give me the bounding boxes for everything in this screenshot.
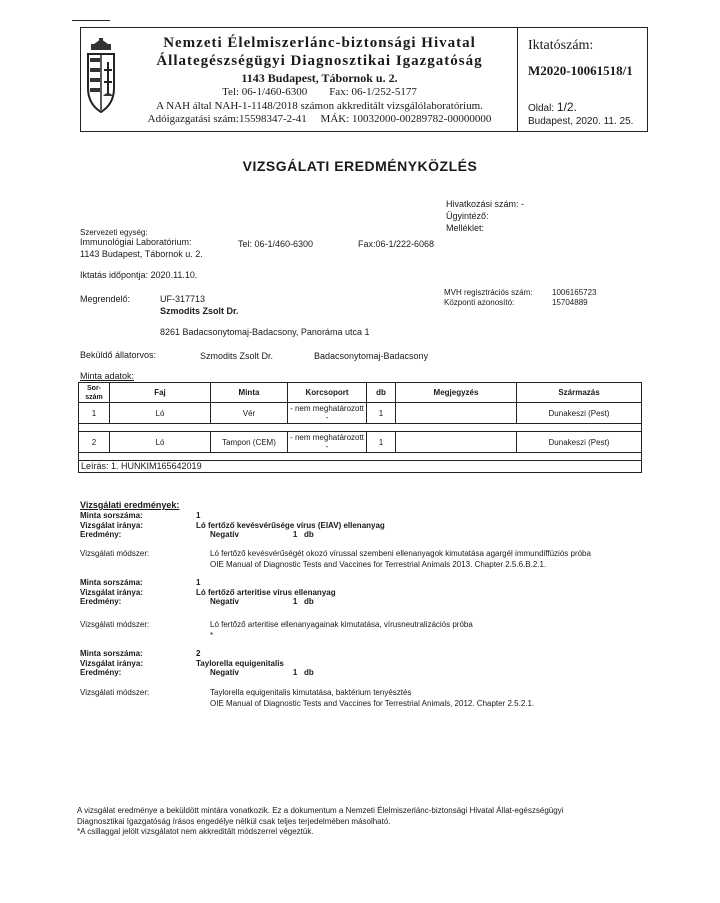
test-direction: Ló fertőző kevésvérűsége vírus (EIAV) ellenanyag bbox=[196, 520, 385, 530]
mvh-labels bbox=[444, 288, 532, 308]
page-indicator bbox=[528, 100, 577, 114]
sample-no: 2 bbox=[196, 649, 201, 658]
vet-place: Badacsonytomaj-Badacsony bbox=[314, 351, 429, 361]
result-labels-2 bbox=[80, 578, 143, 607]
vet-name: Szmodits Zsolt Dr. bbox=[200, 351, 274, 361]
org-directorate: Állategészségügyi Diagnosztikai Igazgatóság bbox=[156, 53, 483, 69]
result-line bbox=[196, 668, 314, 678]
header-divider bbox=[517, 27, 518, 131]
sample-no: 1 bbox=[196, 511, 201, 520]
result-label: Eredmény: bbox=[80, 530, 122, 539]
sample-no-label: Minta sorszáma: bbox=[80, 649, 143, 658]
result-values-2 bbox=[196, 578, 336, 607]
result-value: Negatív bbox=[210, 530, 239, 539]
test-direction: Taylorella equigenitalis bbox=[196, 658, 284, 668]
registration-date: Iktatás időpontja: 2020.11.10. bbox=[80, 270, 198, 280]
header-count: db bbox=[367, 383, 396, 403]
row-no: 1 bbox=[79, 403, 110, 424]
unit-block bbox=[80, 236, 203, 260]
customer-name: Szmodits Zsolt Dr. bbox=[160, 306, 239, 316]
result-count: 1 db bbox=[292, 530, 314, 539]
org-name: Nemzeti Élelmiszerlánc-biztonsági Hivatal bbox=[163, 35, 476, 51]
result-labels-1 bbox=[80, 511, 143, 540]
row-sample: Vér bbox=[211, 403, 288, 424]
header-no: Sor-szám bbox=[79, 383, 110, 403]
result-label: Eredmény: bbox=[80, 597, 122, 606]
direction-label: Vizsgálat iránya: bbox=[80, 520, 143, 530]
page-title: VIZSGÁLATI EREDMÉNYKÖZLÉS bbox=[242, 158, 478, 174]
vet-label: Beküldő állatorvos: bbox=[80, 350, 157, 360]
customer-id: UF-317713 bbox=[160, 294, 206, 304]
mvh-label: MVH regisztrációs szám: bbox=[444, 288, 533, 297]
page-value: 1/2. bbox=[556, 100, 577, 114]
sample-no-label: Minta sorszáma: bbox=[80, 511, 143, 520]
table-spacer-row bbox=[79, 453, 642, 461]
samples-title: Minta adatok: bbox=[80, 371, 135, 381]
samples-table bbox=[78, 382, 642, 473]
spacer-cell bbox=[79, 424, 642, 432]
unit-label: Szervezeti egység: bbox=[80, 228, 148, 237]
header-sample: Minta bbox=[211, 383, 288, 403]
row-count: 1 bbox=[367, 403, 396, 424]
references bbox=[446, 198, 524, 234]
ref-melleklet: Melléklet: bbox=[446, 223, 485, 233]
method-3 bbox=[210, 688, 534, 709]
reg-number: M2020-10061518/1 bbox=[528, 63, 633, 78]
header-species: Faj bbox=[110, 383, 211, 403]
result-value: Negatív bbox=[210, 597, 239, 606]
org-phone-fax: Tel: 06-1/460-6300 Fax: 06-1/252-5177 bbox=[222, 86, 417, 98]
result-values-3 bbox=[196, 649, 314, 678]
method-description: Ló fertőző kevésvérűségét okozó vírussal szembeni ellenanyagok kimutatása agargél immundiffúziós próba bbox=[210, 549, 591, 558]
method-label-1: Vizsgálati módszer: bbox=[80, 549, 150, 558]
row-species: Ló bbox=[110, 432, 211, 453]
row-sample: Tampon (CEM) bbox=[211, 432, 288, 453]
sample-description: Leírás: 1. HUNKIM165642019 bbox=[79, 461, 642, 473]
header-age-group: Korcsoport bbox=[288, 383, 367, 403]
mvh-value: 1006165723 bbox=[552, 288, 597, 297]
samples-header-row bbox=[79, 383, 642, 403]
footer-line-1: A vizsgálat eredménye a beküldött mintára vonatkozik. Ez a dokumentum a Nemzeti Élelmiszerlánc-biztonsági Hivatal Állat-egészségügyi bbox=[77, 806, 564, 815]
ref-ugyintezo: Ügyintéző: bbox=[446, 211, 489, 221]
method-reference: OIE Manual of Diagnostic Tests and Vaccines for Terrestrial Animals 2013. Chapter 2.5.6.B.2.1. bbox=[210, 559, 547, 569]
footer-line-2: Diagnosztikai Igazgatóság írásos engedélye nélkül csak teljes terjedelmében másolható. bbox=[77, 816, 391, 826]
org-address: 1143 Budapest, Tábornok u. 2. bbox=[241, 71, 398, 85]
unit-tel: Tel: 06-1/460-6300 bbox=[238, 239, 314, 249]
header-origin: Származás bbox=[517, 383, 642, 403]
top-stroke bbox=[72, 20, 110, 21]
table-spacer-row bbox=[79, 424, 642, 432]
central-id-label: Központi azonosító: bbox=[444, 298, 515, 307]
ref-hivatkozasi: Hivatkozási szám: - bbox=[446, 199, 525, 209]
customer-address: 8261 Badacsonytomaj-Badacsony, Panoráma utca 1 bbox=[160, 327, 370, 337]
result-labels-3 bbox=[80, 649, 143, 678]
method-description: Ló fertőző arteritise ellenanyagainak kimutatása, vírusneutralizációs próba bbox=[210, 620, 473, 629]
result-line bbox=[196, 597, 336, 607]
sample-no-label: Minta sorszáma: bbox=[80, 578, 143, 587]
table-row bbox=[79, 432, 642, 453]
row-age-group: - nem meghatározott - bbox=[288, 403, 367, 424]
unit-fax: Fax:06-1/222-6068 bbox=[358, 239, 435, 249]
method-label-3: Vizsgálati módszer: bbox=[80, 688, 150, 697]
description-row bbox=[79, 461, 642, 473]
tax-bank-text: Adóigazgatási szám:15598347-2-41 MÁK: 10032000-00289782-00000000 bbox=[147, 113, 492, 125]
reg-label: Iktatószám: bbox=[528, 38, 594, 53]
footer-line-3: *A csillaggal jelölt vizsgálatot nem akkreditált módszerrel végeztük. bbox=[77, 827, 314, 836]
result-count: 1 db bbox=[292, 597, 314, 606]
row-age-group: - nem meghatározott - bbox=[288, 432, 367, 453]
mvh-values bbox=[552, 288, 597, 308]
customer-label: Megrendelő: bbox=[80, 294, 131, 304]
results-title: Vizsgálati eredmények: bbox=[80, 500, 180, 510]
sample-no: 1 bbox=[196, 578, 201, 587]
central-id-value: 15704889 bbox=[552, 298, 588, 307]
method-1 bbox=[210, 549, 591, 570]
result-label: Eredmény: bbox=[80, 668, 122, 677]
unit-name: Immunológiai Laboratórium: bbox=[80, 237, 192, 247]
result-values-1 bbox=[196, 511, 385, 540]
method-2 bbox=[210, 620, 473, 641]
result-count: 1 db bbox=[292, 668, 314, 677]
row-origin: Dunakeszi (Pest) bbox=[517, 403, 642, 424]
page-label: Oldal: bbox=[528, 103, 555, 114]
row-no: 2 bbox=[79, 432, 110, 453]
row-note bbox=[396, 403, 517, 424]
row-origin: Dunakeszi (Pest) bbox=[517, 432, 642, 453]
place-date: Budapest, 2020. 11. 25. bbox=[528, 116, 634, 127]
header-note: Megjegyzés bbox=[396, 383, 517, 403]
row-count: 1 bbox=[367, 432, 396, 453]
result-line bbox=[196, 530, 385, 540]
direction-label: Vizsgálat iránya: bbox=[80, 587, 143, 597]
accreditation-text: A NAH által NAH-1-1148/2018 számon akkreditált vizsgálólaboratórium. bbox=[156, 100, 483, 112]
footer-note bbox=[77, 806, 677, 838]
method-description: Taylorella equigenitalis kimutatása, baktérium tenyésztés bbox=[210, 688, 412, 697]
table-row bbox=[79, 403, 642, 424]
spacer-cell bbox=[79, 453, 642, 461]
method-label-2: Vizsgálati módszer: bbox=[80, 620, 150, 629]
row-species: Ló bbox=[110, 403, 211, 424]
method-reference: OIE Manual of Diagnostic Tests and Vaccines for Terrestrial Animals, 2012. Chapter 2.5.2.1. bbox=[210, 698, 535, 708]
unit-address: 1143 Budapest, Tábornok u. 2. bbox=[80, 249, 203, 259]
result-value: Negatív bbox=[210, 668, 239, 677]
method-reference: * bbox=[210, 630, 214, 640]
direction-label: Vizsgálat iránya: bbox=[80, 658, 143, 668]
coat-of-arms-icon bbox=[84, 38, 118, 116]
row-note bbox=[396, 432, 517, 453]
test-direction: Ló fertőző arteritise vírus ellenanyag bbox=[196, 587, 336, 597]
